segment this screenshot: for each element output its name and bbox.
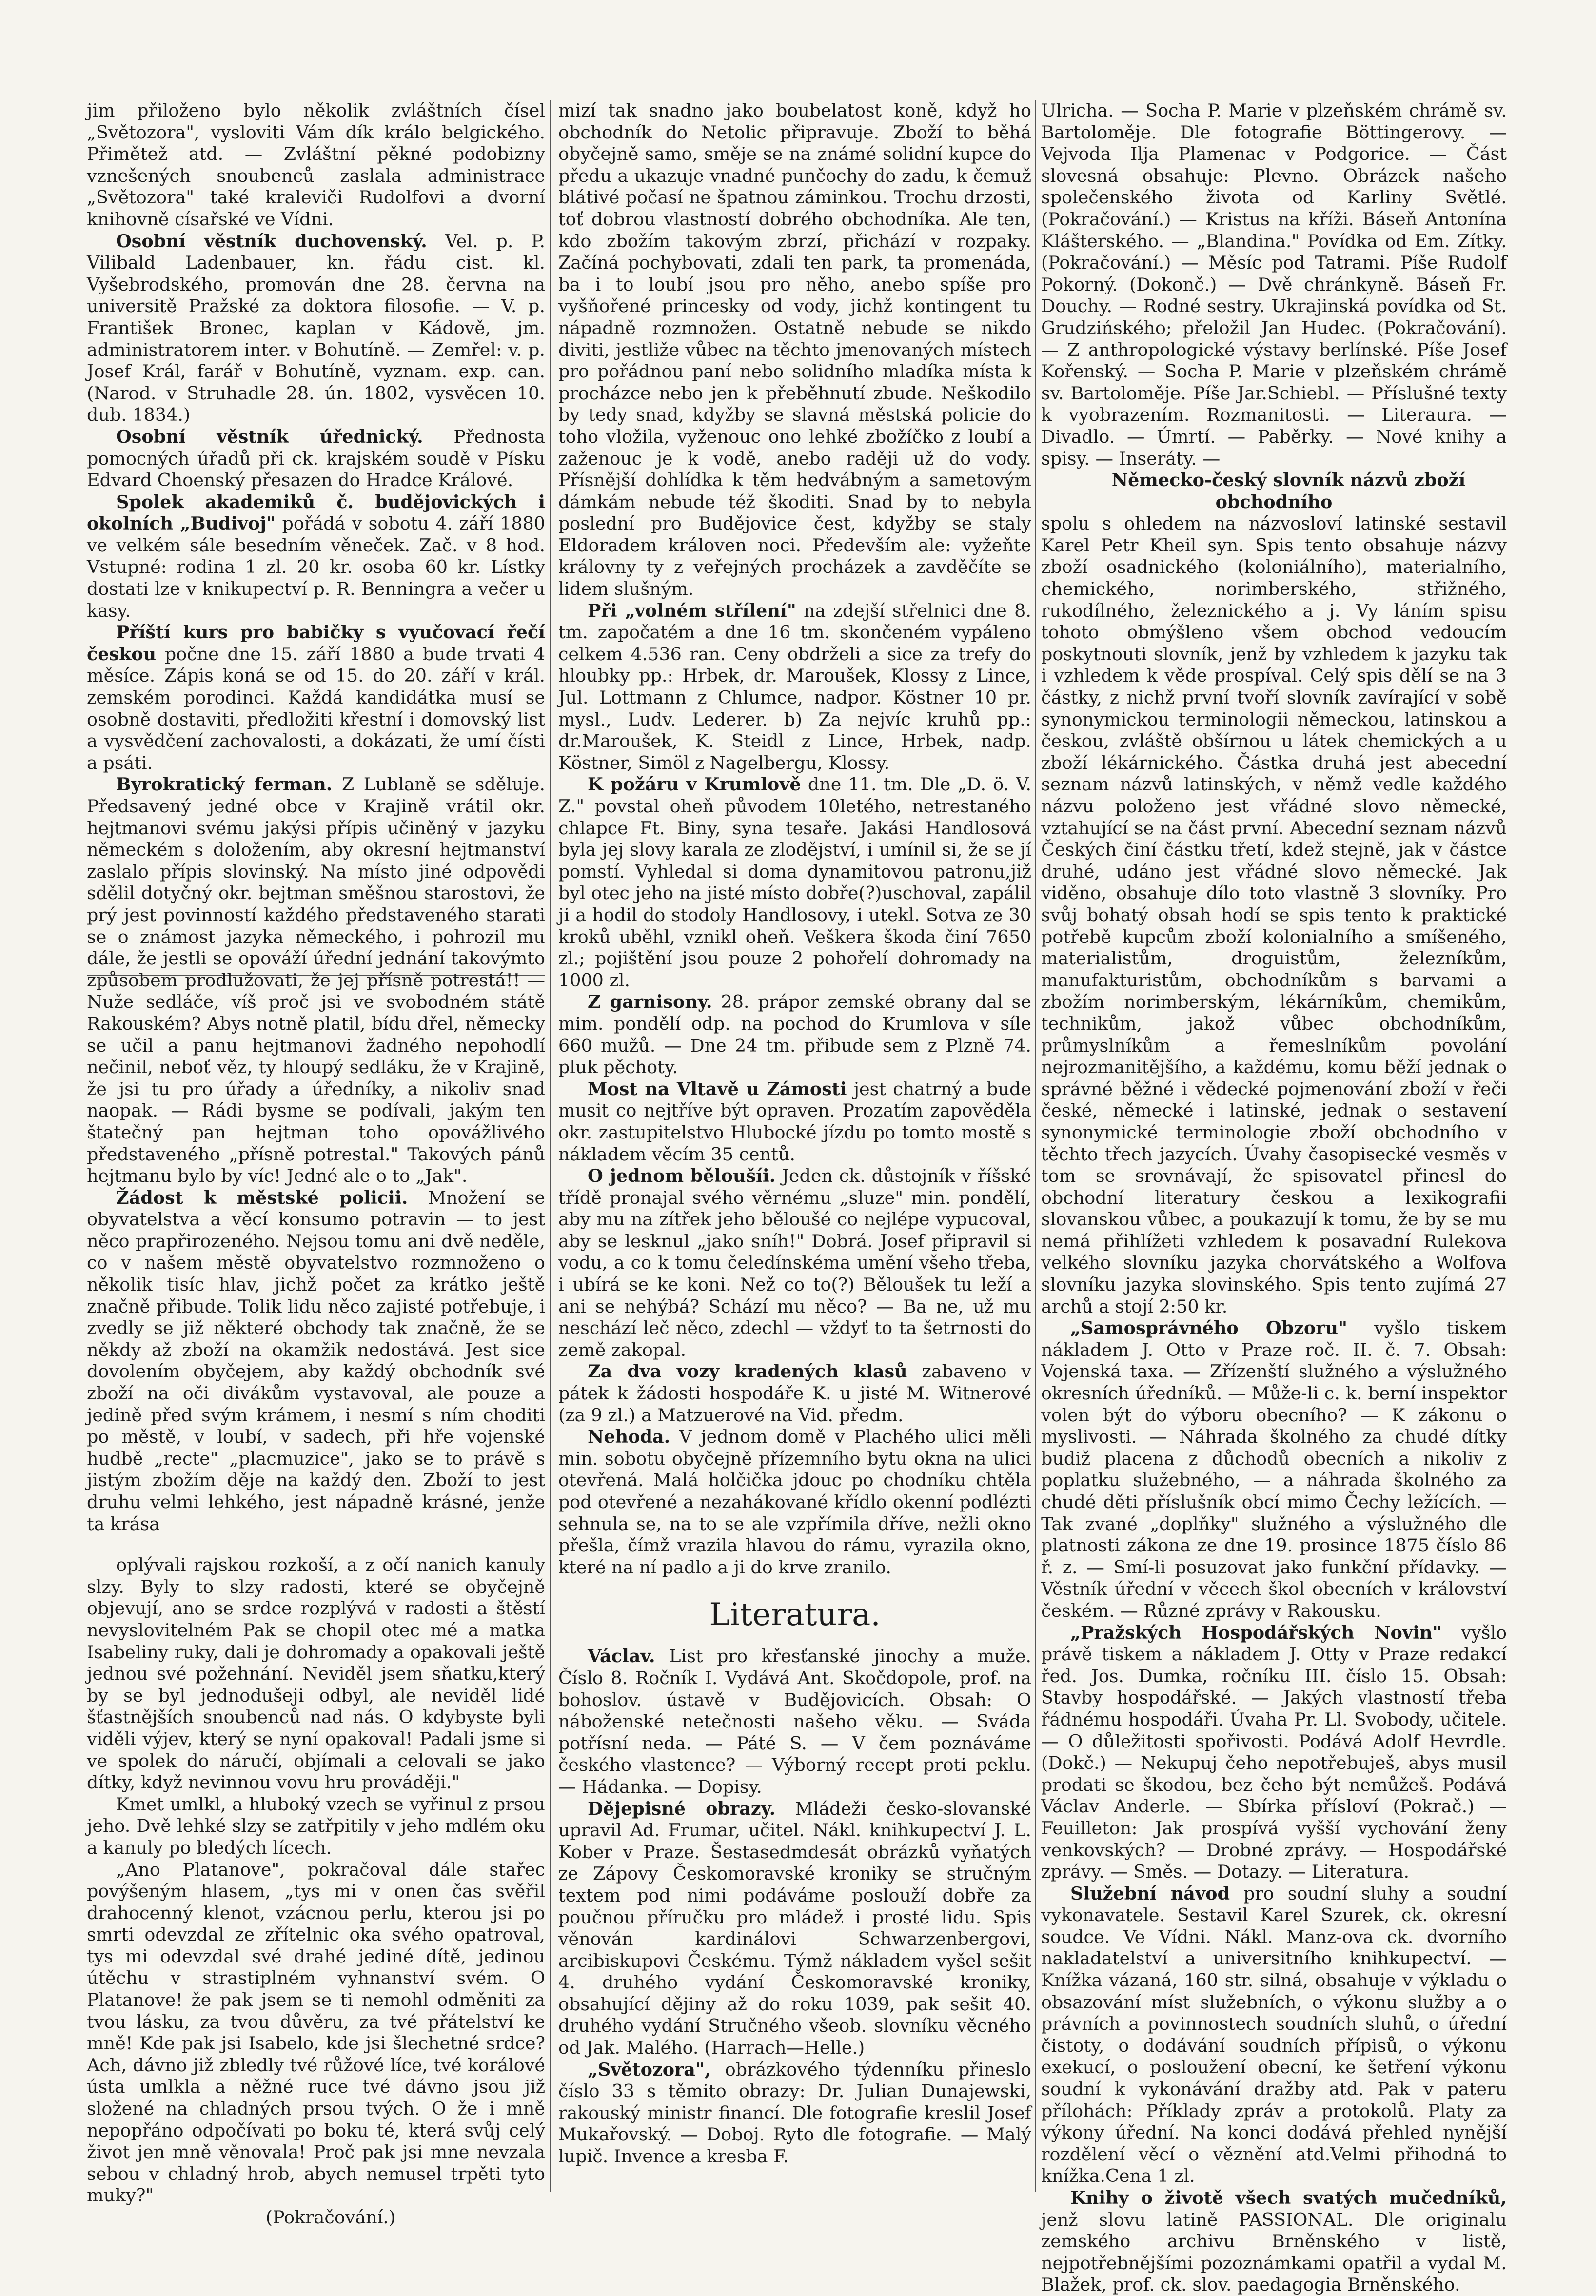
text-hospodarske-noviny: vyšlo právě tiskem a nákladem J. Otty v Praze redakcí řed. Jos. Dumka, ročníku III. číslo 15. Obsah: Stavby hospodářské. — Jakých vlastností třeba řádnému hospodáři. Úvaha Pr. Ll. Svobody, učitele. — O důležitosti spořivosti. Podává Adolf Hevrdle. (Dokč.) — Nekupuj čeho nepotřebuješ, abys musil prodati se škodou, bez čeho být nemůžeš. Podává Václav Anderle. — Sbírka přísloví (Pokrač.) — Feuilleton: Jak prospívá vyšší vychování ženy venkovských? — Drobné zprávy. — Hospodářské zprávy. — Směs. — Dotazy. — Literatura. bbox=[1041, 1622, 1507, 1883]
heading-hospodarske-noviny: „Pražských Hospodářských Novin" bbox=[1070, 1622, 1442, 1643]
article-continuation: jim přiloženo bylo několik zvláštních čísel „Světozora", vysloviti Vám dík králo belgického. Přimětež atd. — Zvláštní pěkné podobizny vznešených snoubenců zaslala administrace „Světozora" také kraleviči Rudolfovi a dvorní knihovně císařské ve Vídni. bbox=[87, 100, 545, 230]
review-vaclav bbox=[558, 1646, 1031, 1798]
text-midwife-course: počne dne 15. září 1880 a bude trvati 4 měsíce. Zápis koná se od 15. do 20. září v král. zemském porodinci. Každá kandidátka musí se osobně dostaviti, předložiti křestní i domovský list a vysvědčení zachovalosti, a dokázati, že umí čísti a psáti. bbox=[87, 643, 545, 773]
heading-police-request: Žádost k městské policii. bbox=[116, 1187, 408, 1208]
review-hospodarske-noviny bbox=[1041, 1622, 1507, 1883]
heading-samosprava: „Samosprávného Obzoru" bbox=[1070, 1317, 1348, 1339]
text-bridge: jest chatrný a bude musit co nejtříve být opraven. Prozatím zapověděla okr. zastupitelstvo Hlubocké jízdu po tomto mostě s nákladem věcím 35 centů. bbox=[558, 1078, 1032, 1165]
text-horse: Jeden ck. důstojník v říšské třídě pronajal svého věrnému „sluze" min. pondělí, aby mu na zítřek jeho běloušé co nejlépe vypucoval, aby se lesknul „jako sníh!" Dobrá. Josef připravil si vodu, a co k tomu čeledínskéma umění všeho třeba, i ubírá se ke koni. Než co to(?) Běloušek tu leží a ani se nehýbá? Schází mu něco? — Ba ne, už mu neschází leč něco, zdechl — vždyť to ta šetrnosti do země zakopal. bbox=[558, 1165, 1031, 1360]
text-vaclav: List pro křesťanské jinochy a muže. Číslo 8. Ročník I. Vydává Ant. Skočdopole, prof. na bohoslov. ústavě v Budějovicích. Obsah: O náboženské netečnosti našeho věku. — Sváda potřísní neda. — Páté S. — V čem poznáváme českého vlastence? — Výborný recept proti peklu. — Hádanka. — Dopisy. bbox=[558, 1646, 1031, 1797]
heading-garrison: Z garnisony. bbox=[588, 991, 712, 1013]
text-passional: jenž slovu latině PASSIONAL. Dle originalu zemského archivu Brněnského v listě, nejpotřebnějšími pozoznámkami opatřil a vydal M. Blažek, prof. ck. slov. paedagogia Brněnského. bbox=[1041, 2209, 1507, 2296]
text-accident: V jednom domě v Plachého ulici měli min. sobotu obyčejně přízemního bytu okna na ulici otevřená. Malá holčička jdouc po chodníku chtěla pod otevřené a nezahákované křídlo okenní podlézti sehnula se, na to se ale vzpřímila dříve, nežli okno přešla, čímž vrazila hlavou do rámu, vyrazila okno, které na ní padlo a ji do krve zranilo. bbox=[558, 1426, 1031, 1578]
text-fire: dne 11. tm. Dle „D. ö. V. Z." povstal oheň původem 10letého, netrestaného chlapce Ft. Biny, syna tesaře. Jakási Handlosová byla jej slovy karala ze zlodějství, i umínil si, že se jí pomstí. Vyhledal si doma dynamitovou patronu,již byl otec jeho na jisté místo dobře(?)uschoval, zapálil ji a hodil do stodoly Handlosovy, i utekl. Sotva ze 30 kroků uběhl, vznikl oheň. Veškera škoda činí 7650 zl.; pojištění jsou pouze 2 pohořelí dohromady na 1000 zl. bbox=[558, 774, 1031, 991]
heading-history-pictures: Dějepisné obrazy. bbox=[588, 1798, 776, 1819]
article-ferman bbox=[87, 774, 545, 1187]
review-passional bbox=[1041, 2187, 1507, 2296]
feuilleton-paragraph-2: Kmet umlkl, a hluboký vzech se vyřinul z prsou jeho. Dvě lehké slzy se zatřpitily v jeho mdlém oku a kanuly po bledých lícech. bbox=[87, 1793, 545, 1858]
text-dictionary: spolu s ohledem na názvosloví latinské sestavil Karel Petr Kheil syn. Spis tento obsahuje názvy zboží osadnického (koloniálního), materialního, chemického, norimberského, střižného, rukodílného, železnického a j. Vy láním spisu tohoto obmýšleno všem obchod vedoucím poskytnouti slovník, jenž by vzhledem k jazyku tak i vzhledem k věde prospíval. Celý spis dělí se na 3 částky, z nichž první tvoří slovník zavírající v sobě synonymickou terminologii německou, latinskou a českou, zvláště obšírnou u látek chemických a u zboží lékárnického. Částka druhá jest abecední seznam názvů latinských, v němž vedle každého názvu položeno jest vřádné slovo německé, vztahující se na část první. Abecední seznam názvů Českých činí částku třetí, kdež stejně, jak v částce druhé, udáno jest vřádné slovo německé. Jak viděno, obsahuje dílo toto vlastně 3 slovníky. Pro svůj bohatý obsah hodí se spis tento k praktické potřebě kupcům zboží kolonialního a smíšeného, materialistům, droguistům, železníkům, manufakturistům, obchodníkům s barvami a zbožím norimberským, lékárníkům, chemikům, technikům, jakož vůbec obchodníkům, průmyslníkům a řemeslníkům povolání nejrozmanitějšího, a každému, komu běží jednak o správné běžné i vědecké pojmenování zboží v řeči české, německé i latinské, jednak o sestavení synonymické terminologie zboží obchodního v těchto třech jazycích. Úvahy časopisecké vesměs v tom se srovnávají, že spisovatel přinesl do obchodní literatury českou a lexikografii slovanskou vůbec, a poukazují k tomu, že by se mu nemá přihlížeti vzhledem k posavadní Rulekova velkého slovníku jazyka chorvátského a Wolfova slovníku jazyka slovinského. Spis tento zujímá 27 archů a stojí 2:50 kr. bbox=[1041, 513, 1507, 1317]
heading-fire: K požáru v Krumlově bbox=[588, 774, 801, 795]
heading-accident: Nehoda. bbox=[588, 1426, 670, 1448]
heading-stolen-wagons: Za dva vozy kradených klasů bbox=[588, 1361, 907, 1382]
text-garrison: 28. prápor zemské obrany dal se mim. pondělí odp. na pochod do Krumlova v síle 660 mužů. — Dne 24 tm. přibude sem z Plzně 74. pluk pěchoty. bbox=[558, 991, 1031, 1078]
text-ferman: Z Lublaně se sděluje. Předsavený jedné obce v Krajině vrátil okr. hejtmanovi svému jakýsi přípis učiněný v jazyku německém s doložením, aby okresní hejtmanství zaslalo přípis slovinský. Na místo jiné odpovědi sdělil dotyčný okr. bejtman směšnou starostovi, že prý jest povinností každého představeného starati se o známost jazyka německého, i pohrozil mu dále, že jestli se opováží úřední jednání takovýmto způsobem prodlužovati, že jej přísně potrestá!! — Nuže sedláče, víš proč jsi ve svobodném státě Rakouském? Abys notně platil, bídu dřel, německy se učil a panu hejtmanovi žadného nepohodlí nečinil, neboť věz, ty hloupý sedláku, že v Krajině, že jsi tu pro úřady a úředníky, a nikoliv snad naopak. — Rádi bysme se podívali, jakým ten štatečný pan hejtman toho opovážlivého představeného „přísně potrestal." Takových pánů hejtmanu bylo by víc! Jedné ale o to „Jak". bbox=[87, 774, 545, 1187]
feuilleton-paragraph-3: „Ano Platanove", pokračoval dále stařec povýšeným hlasem, „tys mi v onen čas svěřil drahocenný klenot, vzácnou perlu, kterou jsi po smrti odevzdal ze zřítelnic oka svého opatroval, tys mi odevzdal své drahé jediné dítě, jedinou útěchu v strastiplném vyhnanství svém. O Platanove! že pak jsem se ti nemohl odměniti za tvou lásku, za tvou důvěru, za tvé přátelství ke mně! Kde pak jsi Isabelo, kde jsi šlechetné srdce? Ach, dávno již zbledly tvé růžové líce, tvé korálové ústa umlkla a něžné ruce tvé dávno jsou již složené na chladných prsou tvých. O že i mně nepopřáno odpočívati po boku té, která svůj celý život jen mně věnovala! Proč pak jsi mne nevzala sebou v chladný hrob, abych nemusel trpěti tyto muky?" bbox=[87, 1859, 545, 2206]
text-samosprava: vyšlo tiskem nákladem J. Otto v Praze roč. II. č. 7. Obsah: Vojenská taxa. — Zřízenští služného a výslužného okresních úředníků. — Může-li c. k. berní inspektor volen být do výboru obecního? — K zákonu o myslivosti. — Náhrada školného za chudé dítky budiž placena z důchodů obecních a nikoliv z poplatku služebného, — a náhrada školného za chudé děti příslušník obcí mimo Čechy ležících. — Tak zvané „doplňky" služného a výslužného dle platnosti zákona ze dne 19. prosince 1875 číslo 86 ř. z. — Smí-li posuzovat jako funkční přídavky. — Věstník úřední v věcech škol obecních v království českém. — Různé zprávy v Rakousku. bbox=[1041, 1317, 1507, 1621]
article-fire bbox=[558, 774, 1031, 991]
article-police-request bbox=[87, 1187, 545, 1535]
heading-midwife-course: Příští kurs pro babičky s vyučovací řečí českou bbox=[87, 622, 545, 665]
heading-vaclav: Václav. bbox=[588, 1646, 655, 1667]
article-garrison bbox=[558, 991, 1031, 1078]
review-service-guide bbox=[1041, 1883, 1507, 2187]
column-rule-right bbox=[1035, 100, 1036, 2192]
text-stolen-wagons: zabaveno v pátek k žádosti hospodáře K. u jisté M. Witnerové (za 9 zl.) a Matzuerové na Vid. předm. bbox=[558, 1361, 1032, 1426]
heading-clergy-news: Osobní věstník duchovenský. bbox=[116, 230, 427, 252]
review-history-pictures bbox=[558, 1798, 1031, 2059]
text-official-news: Přednosta pomocných úřadů při ck. krajském soudě v Písku Edvard Choenský přesazen do Hradce Králové. bbox=[87, 426, 545, 491]
heading-svetozor: „Světozora", bbox=[588, 2059, 711, 2080]
review-continuation: Ulricha. — Socha P. Marie v plzeňském chrámě sv. Bartoloměje. Dle fotografie Böttingerovy. — Vejvoda Ilja Plamenac v Podgorice. — Část slovesná obsahuje: Plevno. Obrázek našeho společenského života od Karliny Světlé. (Pokračování.) — Kristus na kříži. Báseň Antonína Klášterského. — „Blandina." Povídka od Em. Zítky. (Pokračování.) — Měsíc pod Tatrami. Píše Rudolf Pokorný. (Dokonč.) — Dvě chránkyně. Báseň Fr. Douchy. — Rodné sestry. Ukrajinská povídka od St. Grudzińského; přeložil Jan Hudec. (Pokračování). — Z anthropologické výstavy berlínské. Píše Josef Kořenský. — Socha P. Marie v plzeňském chrámě sv. Bartoloměje. Píše Jar.Schiebl. — Příslušné texty k vyobrazením. Rozmanitosti. — Literaura. — Divadlo. — Úmrtí. — Paběrky. — Nové knihy a spisy. — Inseráty. — bbox=[1041, 100, 1507, 469]
text-shooting: na zdejší střelnici dne 8. tm. započatém a dne 16 tm. skončeném vypáleno celkem 4.536 ran. Ceny obdrželi a sice za trefy do hloubky pp.: Hrbek, dr. Maroušek, Klossy z Lince, Jul. Lottmann z Chlumce, nadpor. Köstner 10 pr. mysl., Ludv. Lederer. b) Za nejvíc kruhů pp.: dr.Maroušek, K. Steidl z Lince, Hrbek, nadp. Köstner, Simöl z Nagelbergu, Klossy. bbox=[558, 600, 1031, 773]
text-student-society: pořádá v sobotu 4. září 1880 ve velkém sále besedním věneček. Zač. v 8 hod. Vstupné: rodina 1 zl. 20 kr. osoba 60 kr. Lístky dostati lze v knikupectví p. R. Benningra a večer u kasy. bbox=[87, 513, 546, 621]
heading-horse: O jednom běloušíi. bbox=[588, 1165, 776, 1187]
heading-official-news: Osobní věstník úřednický. bbox=[116, 426, 423, 447]
continued-note: (Pokračování.) bbox=[265, 2207, 396, 2228]
article-official-news bbox=[87, 426, 545, 491]
heading-bridge: Most na Vltavě u Zámosti bbox=[588, 1078, 847, 1099]
article-shooting bbox=[558, 600, 1031, 774]
text-service-guide: pro soudní sluhy a soudní vykonavatele. Sestavil Karel Szurek, ck. okresní soudce. Ve Vídni. Nákl. Manz-ova ck. dvorního nakladatelství a universitního knihkupectví. — Knížka vázaná, 160 str. silná, obsahuje v výkladu o obsazování míst služebních, o výkonu služby a o právních a povinnostech soudních sluhů, o úřední čistoty, o dodávání soudních přípisů, o výkonu exekucí, o posloužení obecní, ke šetření výkonu soudní k vykonávání dražby atd. Pak v pateru přílohách: Příklady zpráv a protokolů. Platy za výkony úřední. Na konci dodává přehled nynější rozdělení věcí o věznění atd.Velmi přihodná to knížka.Cena 1 zl. bbox=[1041, 1883, 1507, 2187]
heading-passional: Knihy o životě všech svatých mučedníků, bbox=[1070, 2187, 1507, 2208]
heading-dictionary: Německo-český slovník názvů zboží obchodního bbox=[1111, 470, 1466, 512]
heading-shooting: Při „volném střílení" bbox=[588, 600, 796, 621]
review-svetozor bbox=[558, 2059, 1031, 2168]
article-clergy-news bbox=[87, 231, 545, 426]
column-rule-left bbox=[550, 100, 551, 2192]
heading-student-society: Spolek akademiků č. budějovických i okolních „Budivoj" bbox=[87, 491, 545, 534]
article-horse bbox=[558, 1165, 1031, 1361]
text-clergy-news: Vel. p. P. Vilibald Ladenbauer, kn. řádu cist. kl. Vyšebrodského, promován dne 28. června na universitě Pražské za doktora filosofie. — V. p. František Bronec, kaplan v Kádově, jm. administratorem inter. v Bohutíně. — Zemřel: v. p. Josef Král, farář v Bohutíně, vyznam. exp. can. (Narod. v Struhadle 28. ún. 1802, vysvěcen 10. dub. 1834.) bbox=[87, 230, 545, 426]
heading-service-guide: Služební návod bbox=[1070, 1883, 1230, 1904]
text-police-request: Množení se obyvatelstva a věcí konsumo potravin — to jest něco prapřirozeného. Nejsou tomu ani dvě neděle, co v našem městě obyvatelstvo rozmnoženo o několik tisíc hlav, jichž počet za krátko ještě značně přibude. Tolik lidu něco zajisté potřebuje, i zvedly se již některé obchody tak značně, že se někdy až zboží na okamžik nedostává. Jest sice dovolením obyčejem, aby každý obchodník své zboží na oči divákům vystavoval, ale pouze a jedině před svým krámem, i nesmí s ním choditi po městě, v loubí, v sadech, při hře vojenské hudbě „recte" „placmuzice", jako se to právě s jistým zbožím děje na každý den. Zboží to jest druhu velmi lehkého, jest nápadně krásné, jenže ta krása bbox=[87, 1187, 545, 1534]
heading-ferman: Byrokratický ferman. bbox=[116, 774, 333, 795]
column-1 bbox=[87, 100, 546, 2228]
article-continuation-col2: mizí tak snadno jako boubelatost koně, když ho obchodník do Netolic připravuje. Zboží to běhá obyčejně samo, směje se na známé solidní kupce do předu a ukazuje vnadné punčochy do zadu, k čemuž blátivé počasí ne špatnou záminkou. Trochu drzosti, toť dobrou vlastností dobrého obchodníka. Ale ten, kdo zbožím takovým zbrzí, přichází v rozpaky. Začíná pochybovati, zdali ten park, ta promenáda, ba i to loubí jsou pro něho, anebo spíše pro vyšňořené princesky od vody, jichž kontingent tu nápadně rozmnožen. Ostatně nebude se nikdo diviti, jestliže vůbec na těchto jmenovaných místech pro pořádnou paní nebo solidního mladíka místa k procházce nebo jen k přeběhnutí zbude. Neškodilo by tedy snad, kdyžby se slavná městská policie do toho vložila, vyženouc ono lehké zbožíčko z loubí a zaženouc je k vodě, anebo raději už do vody. Přísnější dohlídka k těm hedvábným a sametovým dámkám nebude též škoditi. Snad by to nebyla poslední pro Budějovice čest, kdyžby se staly Eldoradem královen noci. Především ale: vyžeňte královny ty z veřejných procházek a zavděčíte se lidem slušným. bbox=[558, 100, 1031, 600]
article-bridge bbox=[558, 1079, 1031, 1165]
article-student-society bbox=[87, 491, 545, 622]
review-samosprava bbox=[1041, 1317, 1507, 1622]
text-svetozor: obrázkového týdenníku přineslo číslo 33 s těmito obrazy: Dr. Julian Dunajewski, rakouský ministr financí. Dle fotografie kreslil Josef Mukařovský. — Doboj. Ryto dle fotografie. — Malý lupič. Invence a kresba F. bbox=[558, 2059, 1031, 2167]
article-stolen-wagons bbox=[558, 1361, 1031, 1426]
article-accident bbox=[558, 1426, 1031, 1578]
feuilleton-paragraph-1: oplývali rajskou rozkoší, a z očí nanich kanuly slzy. Byly to slzy radosti, které se obyčejně objevují, ano se srdce rozplývá v radosti a štěstí nevyslovitelném Pak se chopil otec mé a matka Isabeliny ruky, dali je dohromady a opakovali ještě jednou své požehnání. Neviděl jsem sňatku,který by se byl jednodušeji odbyl, ale neviděl lidé šťastnějších snoubenců nad nás. O kdybyste byli viděli výjev, který se nyní opakoval! Padali jsme si ve spolek do náručí, objímali a celovali se jako dítky, když nevinnou vovu hru prováději." bbox=[87, 1554, 545, 1793]
section-title-literatura: Literatura. bbox=[709, 1597, 881, 1633]
column-3 bbox=[1041, 100, 1507, 2296]
column-2 bbox=[558, 100, 1031, 2192]
article-midwife-course bbox=[87, 622, 545, 774]
text-history-pictures: Mládeži česko-slovanské upravil Ad. Frumar, učitel. Nákl. knihkupectví J. L. Kober v Praze. Šestasedmdesát obrázků vyňatých ze Zápovy Českomoravské kroniky se stručným textem pod nimi podáváme poslouží dobře za poučnou příručku pro mládež i prosté lidu. Spis věnován kardinálovi Schwarzenbergovi, arcibiskupovi Českému. Týmž nákladem vyšel sešit 4. druhého vydání Českomoravské kroniky, obsahující dějiny až do roku 1039, pak sešit 40. druhého vydání Stručného všeob. slovníku věcného od Jak. Malého. (Harrach—Helle.) bbox=[558, 1798, 1031, 2059]
